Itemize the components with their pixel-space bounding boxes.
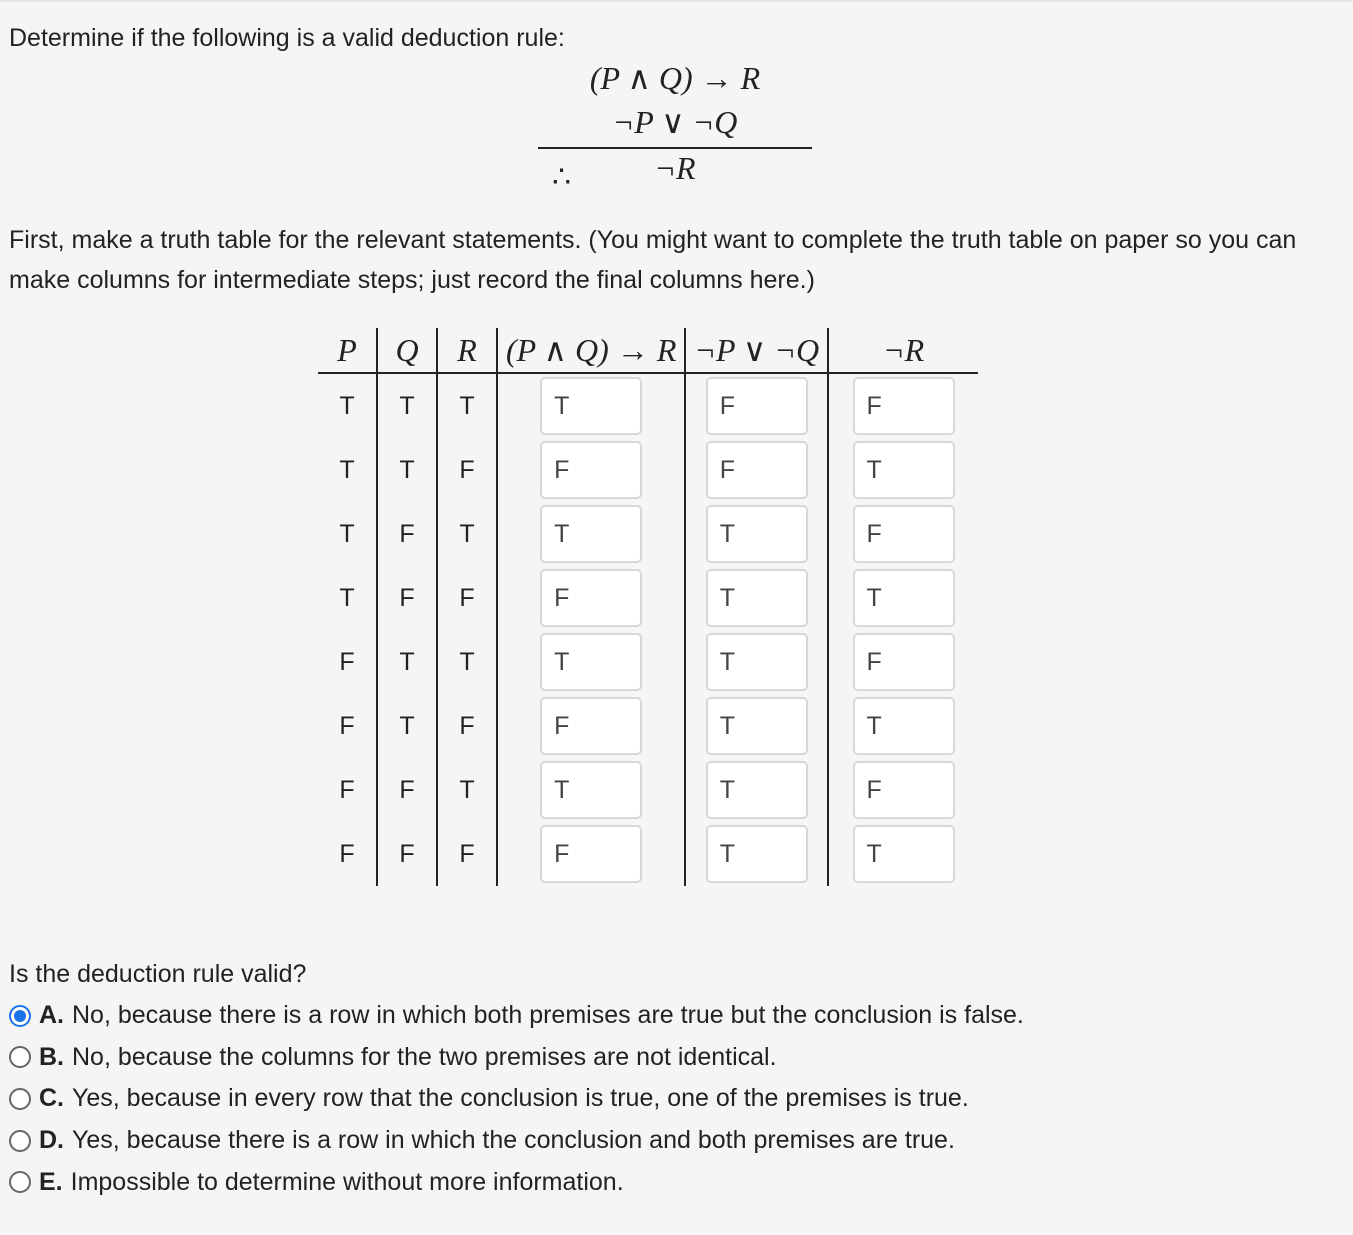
radio-button[interactable] bbox=[9, 1005, 31, 1027]
option-letter: E. bbox=[39, 1167, 63, 1196]
therefore-symbol: ∴ bbox=[552, 161, 572, 194]
cell-p: T bbox=[339, 391, 355, 420]
cell-conclusion bbox=[828, 438, 978, 502]
top-border bbox=[0, 0, 1353, 2]
premise-1-input[interactable]: F bbox=[540, 441, 642, 499]
option-a[interactable] bbox=[9, 995, 1024, 1037]
premise-1-input[interactable]: T bbox=[540, 761, 642, 819]
table-row bbox=[318, 373, 978, 438]
cell-r: T bbox=[437, 758, 497, 822]
premise-2-input[interactable]: T bbox=[706, 505, 808, 563]
premise-1-input[interactable]: T bbox=[540, 505, 642, 563]
option-text: Impossible to determine without more information. bbox=[70, 1167, 624, 1196]
cell-q: F bbox=[377, 822, 437, 886]
cell-premise-1 bbox=[497, 438, 685, 502]
cell-premise-2 bbox=[685, 566, 828, 630]
cell-premise-1 bbox=[497, 694, 685, 758]
cell-q: T bbox=[377, 630, 437, 694]
premise-2-input[interactable]: F bbox=[706, 377, 808, 435]
cell-premise-1 bbox=[497, 630, 685, 694]
cell-premise-2 bbox=[685, 758, 828, 822]
premise-2-input[interactable]: T bbox=[706, 761, 808, 819]
premise-1-input[interactable]: T bbox=[540, 633, 642, 691]
table-row bbox=[318, 566, 978, 630]
cell-conclusion bbox=[828, 630, 978, 694]
cell-r: T bbox=[437, 502, 497, 566]
cell-r: F bbox=[437, 822, 497, 886]
cell-p: T bbox=[339, 455, 355, 484]
conclusion-input[interactable]: F bbox=[853, 505, 955, 563]
cell-q: T bbox=[377, 694, 437, 758]
premise-1-input[interactable]: F bbox=[540, 697, 642, 755]
header-q: Q bbox=[377, 328, 437, 373]
header-p: P bbox=[318, 328, 377, 373]
radio-button[interactable] bbox=[9, 1088, 31, 1110]
table-row bbox=[318, 758, 978, 822]
cell-p: F bbox=[339, 647, 355, 676]
header-premise-1: (P ∧ Q) → R bbox=[497, 328, 685, 373]
option-b[interactable] bbox=[9, 1037, 1024, 1079]
conclusion-input[interactable]: T bbox=[853, 441, 955, 499]
table-row bbox=[318, 822, 978, 886]
cell-q: T bbox=[377, 373, 437, 438]
option-c[interactable] bbox=[9, 1078, 1024, 1120]
intro-text: Determine if the following is a valid deduction rule: bbox=[9, 24, 565, 52]
premise-1: (P ∧ Q) → R bbox=[589, 60, 761, 96]
cell-p: F bbox=[339, 711, 355, 740]
cell-premise-2 bbox=[685, 373, 828, 438]
conclusion-input[interactable]: T bbox=[853, 825, 955, 883]
cell-q: F bbox=[377, 502, 437, 566]
header-r: R bbox=[437, 328, 497, 373]
option-d[interactable] bbox=[9, 1120, 1024, 1162]
cell-conclusion bbox=[828, 566, 978, 630]
cell-p: F bbox=[339, 839, 355, 868]
cell-r: F bbox=[437, 438, 497, 502]
cell-r: T bbox=[437, 373, 497, 438]
header-premise-2: ¬P ∨ ¬Q bbox=[685, 328, 828, 373]
instructions-text: First, make a truth table for the relevant statements. (You might want to complete the truth table on paper so you can make columns for intermediate steps; just record the final columns here.) bbox=[9, 226, 1297, 294]
option-letter: A. bbox=[39, 1001, 64, 1030]
cell-conclusion bbox=[828, 502, 978, 566]
cell-r: F bbox=[437, 694, 497, 758]
cell-premise-2 bbox=[685, 502, 828, 566]
cell-q: F bbox=[377, 758, 437, 822]
cell-p: T bbox=[339, 583, 355, 612]
option-letter: B. bbox=[39, 1042, 64, 1071]
cell-premise-1 bbox=[497, 822, 685, 886]
conclusion-input[interactable]: F bbox=[853, 633, 955, 691]
truth-table bbox=[318, 328, 978, 886]
answer-options bbox=[9, 995, 1024, 1203]
conclusion: ¬R bbox=[654, 150, 696, 186]
option-text: No, because there is a row in which both premises are true but the conclusion is false. bbox=[72, 1001, 1024, 1030]
cell-premise-2 bbox=[685, 822, 828, 886]
table-row bbox=[318, 630, 978, 694]
premise-2: ¬P ∨ ¬Q bbox=[612, 104, 738, 140]
conclusion-input[interactable]: F bbox=[853, 761, 955, 819]
radio-button[interactable] bbox=[9, 1046, 31, 1068]
radio-button[interactable] bbox=[9, 1130, 31, 1152]
conclusion-input[interactable]: F bbox=[853, 377, 955, 435]
cell-conclusion bbox=[828, 373, 978, 438]
conclusion-input[interactable]: T bbox=[853, 569, 955, 627]
cell-conclusion bbox=[828, 694, 978, 758]
table-row bbox=[318, 438, 978, 502]
premise-2-input[interactable]: T bbox=[706, 633, 808, 691]
option-text: No, because the columns for the two premises are not identical. bbox=[72, 1042, 777, 1071]
cell-q: T bbox=[377, 438, 437, 502]
table-row bbox=[318, 502, 978, 566]
cell-p: F bbox=[339, 775, 355, 804]
option-text: Yes, because there is a row in which the conclusion and both premises are true. bbox=[72, 1126, 955, 1155]
header-conclusion: ¬R bbox=[828, 328, 978, 373]
cell-premise-1 bbox=[497, 566, 685, 630]
cell-premise-1 bbox=[497, 373, 685, 438]
premise-2-input[interactable]: T bbox=[706, 569, 808, 627]
conclusion-input[interactable]: T bbox=[853, 697, 955, 755]
cell-premise-1 bbox=[497, 758, 685, 822]
cell-q: F bbox=[377, 566, 437, 630]
premise-1-input[interactable]: F bbox=[540, 825, 642, 883]
question-text: Is the deduction rule valid? bbox=[9, 960, 307, 988]
option-letter: C. bbox=[39, 1084, 64, 1113]
cell-r: T bbox=[437, 630, 497, 694]
cell-conclusion bbox=[828, 822, 978, 886]
cell-conclusion bbox=[828, 758, 978, 822]
premise-2-input[interactable]: F bbox=[706, 441, 808, 499]
truth-table-header bbox=[318, 328, 978, 373]
premise-1-input[interactable]: T bbox=[540, 377, 642, 435]
cell-premise-2 bbox=[685, 630, 828, 694]
option-e[interactable] bbox=[9, 1161, 1024, 1203]
cell-premise-2 bbox=[685, 694, 828, 758]
cell-premise-2 bbox=[685, 438, 828, 502]
premise-2-input[interactable]: T bbox=[706, 825, 808, 883]
premise-1-input[interactable]: F bbox=[540, 569, 642, 627]
cell-r: F bbox=[437, 566, 497, 630]
table-row bbox=[318, 694, 978, 758]
radio-button[interactable] bbox=[9, 1171, 31, 1193]
premise-2-input[interactable]: T bbox=[706, 697, 808, 755]
cell-p: T bbox=[339, 519, 355, 548]
option-letter: D. bbox=[39, 1126, 64, 1155]
cell-premise-1 bbox=[497, 502, 685, 566]
option-text: Yes, because in every row that the conclusion is true, one of the premises is true. bbox=[72, 1084, 969, 1113]
